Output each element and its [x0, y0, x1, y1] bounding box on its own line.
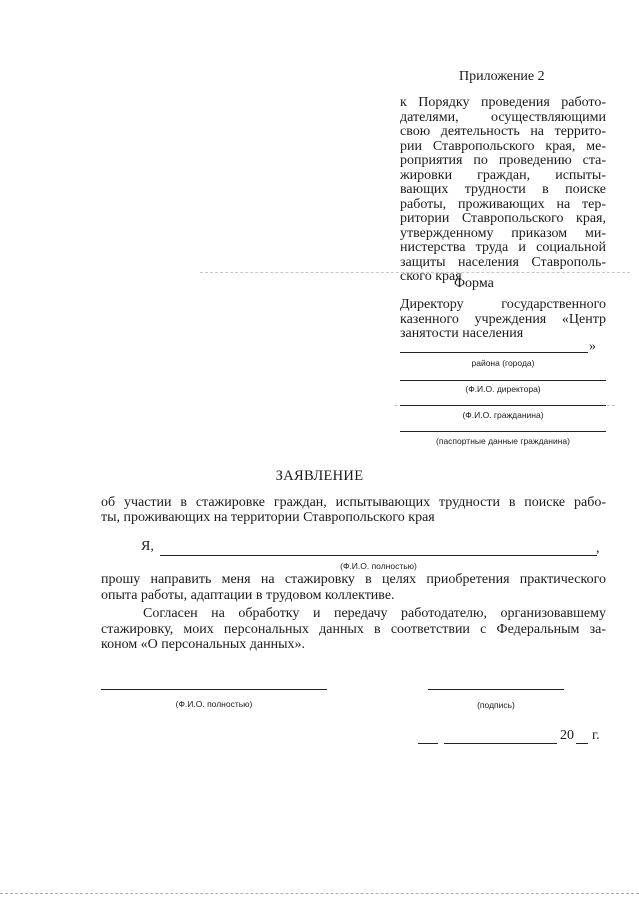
text-line: жировки граждан, испыты-	[400, 167, 606, 183]
text-line: ты, проживающих на территории Ставропольского края	[101, 509, 435, 525]
text-line: рии Ставропольского края, ме-	[400, 138, 606, 154]
passport-data-line[interactable]	[400, 431, 606, 432]
date-month-line[interactable]	[444, 743, 557, 744]
date-year-suffix: г.	[592, 728, 600, 743]
appendix-title: Приложение 2	[459, 69, 545, 84]
date-day-line[interactable]	[418, 743, 438, 744]
director-caption: (Ф.И.О. директора)	[465, 384, 541, 394]
passport-caption: (паспортные данные гражданина)	[436, 436, 570, 446]
i-comma: ,	[596, 541, 600, 556]
signature-caption: (подпись)	[477, 700, 515, 710]
text-line: опыта работы, адаптации в трудовом коллективе.	[101, 587, 395, 603]
date-year-prefix: 20	[560, 728, 574, 743]
text-line: прошу направить меня на стажировку в целях приобретения практического	[101, 572, 606, 587]
text-line: к Порядку проведения работо-	[400, 95, 606, 110]
text-line: ритории Ставропольского края,	[400, 211, 606, 226]
text-line: стажировку, моих персональных данных в соответствии с Федеральным за-	[101, 621, 606, 637]
applicant-fio-caption: (Ф.И.О. полностью)	[340, 561, 417, 571]
appendix-reference	[400, 96, 606, 285]
text-line: ского края	[400, 269, 462, 284]
statement-title: ЗАЯВЛЕНИЕ	[275, 468, 364, 484]
text-line: утвержденному приказом ми-	[400, 225, 606, 241]
applicant-name-line[interactable]	[160, 555, 597, 556]
addressee-block	[400, 298, 606, 342]
i-label: Я,	[141, 539, 154, 554]
text-line: коном «О персональных данных».	[101, 637, 306, 652]
text-line: Согласен на обработку и передачу работодателю, организовавшему	[143, 606, 606, 621]
text-line: роприятия по проведению ста-	[400, 153, 606, 168]
citizen-caption: (Ф.И.О. гражданина)	[462, 410, 544, 420]
consent-paragraph	[101, 606, 606, 653]
text-line: дателями, осуществляющими	[400, 109, 606, 125]
text-line: казенного учреждения «Центр	[400, 311, 606, 327]
request-paragraph	[101, 572, 606, 603]
text-line: свою деятельность на террито-	[400, 124, 606, 139]
text-line: об участии в стажировке граждан, испытывающих трудности в поиске рабо-	[101, 495, 606, 510]
text-line: Директору государственного	[400, 297, 606, 312]
text-line: работы, проживающих на тер-	[400, 196, 606, 212]
signature-fio-caption: (Ф.И.О. полностью)	[175, 699, 253, 709]
text-line: вающих трудности в поиске	[400, 182, 606, 197]
date-year-line[interactable]	[576, 743, 588, 744]
scan-artifact-line	[0, 893, 639, 894]
district-name-line[interactable]	[400, 352, 588, 353]
quote-close: »	[589, 339, 596, 354]
statement-subtitle	[101, 496, 606, 525]
text-line: нистерства труда и социальной	[400, 240, 606, 255]
form-label: Форма	[454, 276, 494, 291]
text-line: защиты населения Ставрополь-	[400, 254, 606, 270]
signature-line[interactable]	[428, 689, 564, 690]
text-line: занятости населения	[400, 326, 524, 341]
director-name-line[interactable]	[400, 380, 606, 381]
district-caption: района (города)	[471, 358, 535, 368]
signature-fio-line[interactable]	[101, 689, 327, 690]
citizen-name-line[interactable]	[400, 405, 606, 406]
